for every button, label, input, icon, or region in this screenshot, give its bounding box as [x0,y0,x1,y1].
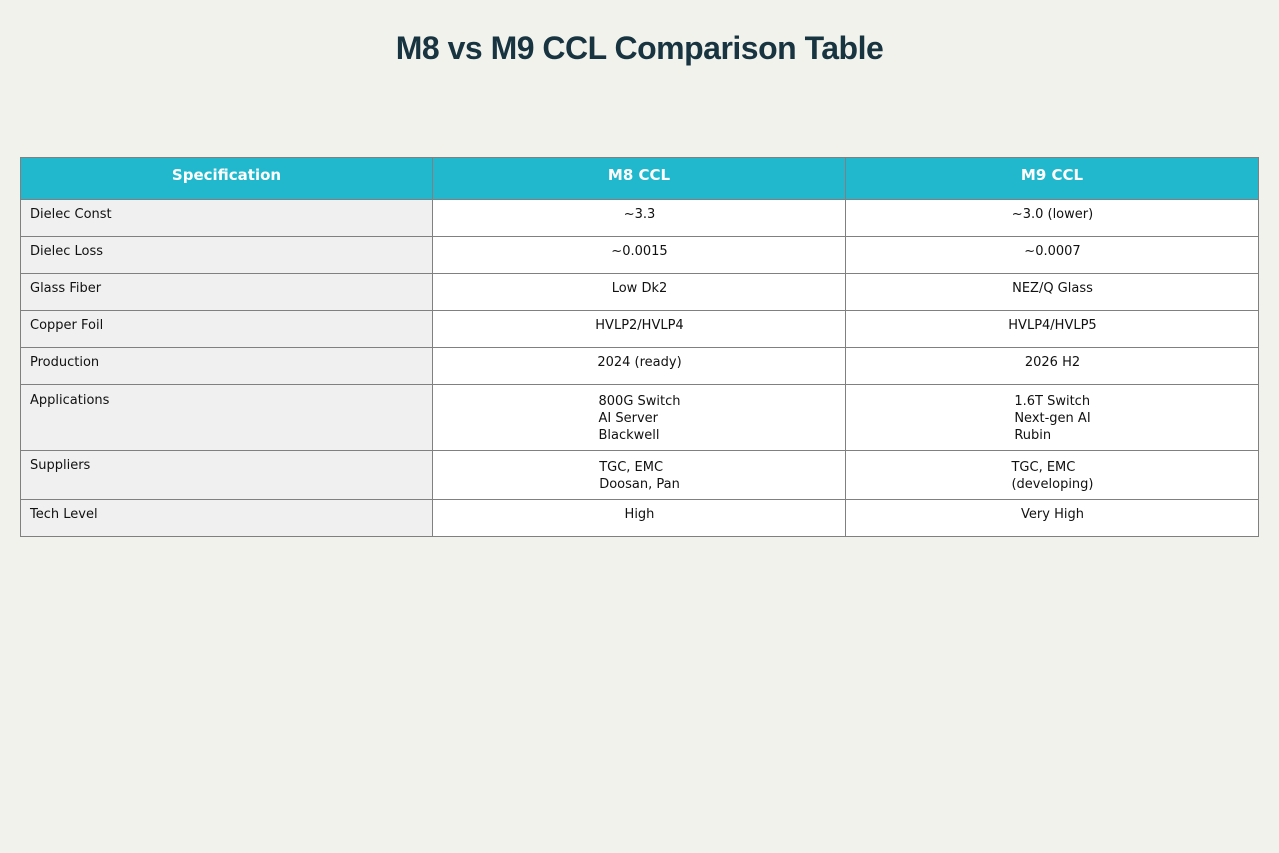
column-header-m9-ccl: M9 CCL [846,158,1259,200]
m9-cell: Very High [846,500,1259,537]
m8-cell: Low Dk2 [433,274,846,311]
comparison-table [20,157,1259,537]
m8-cell: ~0.0015 [433,237,846,274]
table-row [21,500,1259,537]
table-row [21,311,1259,348]
row-label: Glass Fiber [21,274,433,311]
table-row [21,451,1259,500]
table-row [21,348,1259,385]
m8-cell [433,385,846,451]
m8-cell: HVLP2/HVLP4 [433,311,846,348]
table-row [21,237,1259,274]
row-label: Suppliers [21,451,433,500]
table-header-row [21,158,1259,200]
row-label: Production [21,348,433,385]
m9-cell: NEZ/Q Glass [846,274,1259,311]
row-label: Dielec Loss [21,237,433,274]
row-label: Copper Foil [21,311,433,348]
column-header-specification: Specification [21,158,433,200]
m8-cell-text: 800G Switch AI Server Blackwell [598,394,681,443]
table-row [21,200,1259,237]
m9-cell-text: TGC, EMC (developing) [1011,460,1094,492]
m9-cell: ~3.0 (lower) [846,200,1259,237]
m9-cell [846,451,1259,500]
m8-cell-text: TGC, EMC Doosan, Pan [599,460,680,492]
m9-cell [846,385,1259,451]
row-label: Applications [21,385,433,451]
m9-cell: 2026 H2 [846,348,1259,385]
m8-cell: 2024 (ready) [433,348,846,385]
row-label: Tech Level [21,500,433,537]
column-header-m8-ccl: M8 CCL [433,158,846,200]
m8-cell [433,451,846,500]
m8-cell: ~3.3 [433,200,846,237]
m9-cell: HVLP4/HVLP5 [846,311,1259,348]
table-row [21,385,1259,451]
m9-cell: ~0.0007 [846,237,1259,274]
page-title: M8 vs M9 CCL Comparison Table [395,30,884,66]
row-label: Dielec Const [21,200,433,237]
table-row [21,274,1259,311]
m9-cell-text: 1.6T Switch Next-gen AI Rubin [1014,394,1091,443]
m8-cell: High [433,500,846,537]
